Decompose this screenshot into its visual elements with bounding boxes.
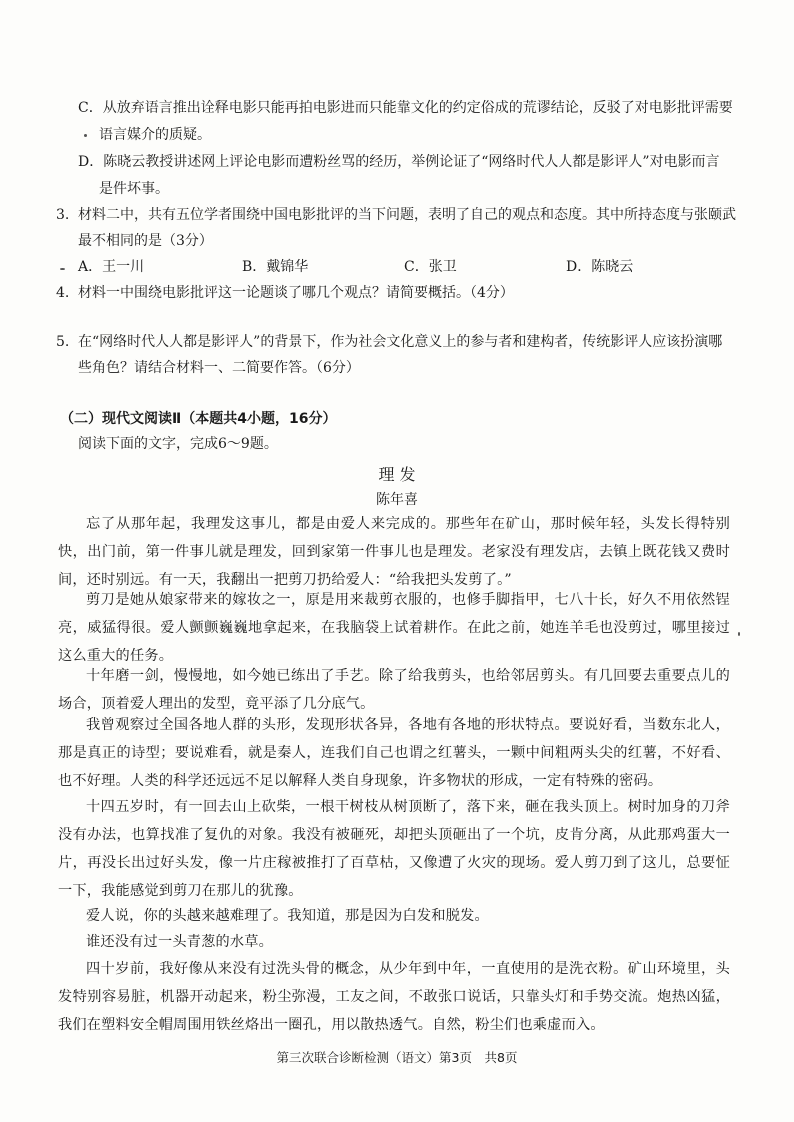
q3-stem-line2: 最不相同的是（3分） (78, 233, 213, 249)
q2-option-d-line2: 是件坏事。 (99, 181, 169, 197)
scan-speck (84, 134, 87, 137)
q4-stem: 材料一中围绕电影批评这一论题谈了哪几个观点？请简要概括。（4分） (78, 285, 514, 301)
article-paragraph: 我曾观察过全国各地人群的头形，发现形状各异，各地有各地的形状特点。要说好看，当数东北人，那是真正的诗型；要说难看，就是秦人，连我们自己也谓之红薯头，一颗中间粗两头尖的红薯，不好看、也不好理。人类的科学还远远不足以解释人类自身现象，许多物状的形成，一定有特殊的密码。 (58, 717, 730, 789)
q3-option-b: B．戴锦华 (242, 259, 309, 275)
article-paragraph: 爱人说，你的头越来越难理了。我知道，那是因为白发和脱发。 (86, 908, 489, 924)
scan-speck (738, 632, 740, 636)
article-paragraph: 忘了从那年起，我理发这事儿，都是由爱人来完成的。那些年在矿山，那时候年轻，头发长得特别快，出门前，第一件事儿就是理发，回到家第一件事儿也是理发。老家没有理发店，去镇上既花钱又费时间，还时别远。有一天，我翻出一把剪刀扔给爱人：“给我把头发剪了。” (58, 516, 730, 588)
section-instruction: 阅读下面的文字，完成6～9题。 (78, 436, 278, 452)
q2-option-c-line1: C．从放弃语言推出诠释电影只能再拍电影进而只能靠文化的约定俗成的荒谬结论，反驳了对电影批评需要 (78, 100, 733, 116)
section-heading: （二）现代文阅读Ⅱ（本题共4小题，16分） (60, 411, 337, 427)
article-paragraph: 十四五岁时，有一回去山上砍柴，一根干树枝从树顶断了，落下来，砸在我头顶上。树时加身的刀斧没有办法，也算找准了复仇的对象。我没有被砸死，却把头顶砸出了一个坑，皮肯分离，从此那鸡蛋大一片，再没长出过好头发，像一片庄稼被推打了百草枯，又像遭了火灾的现场。爱人剪刀到了这儿，总要怔一下，我能感觉到剪刀在那儿的犹豫。 (58, 799, 730, 899)
q5-stem-line2: 些角色？请结合材料一、二简要作答。（6分） (78, 360, 360, 376)
q3-options (78, 258, 698, 276)
q2-option-d-line1: D．陈晓云教授讲述网上评论电影而遭粉丝骂的经历，举例论证了“网络时代人人都是影评人”对电影而言 (78, 154, 720, 170)
q5-stem-line1: 在“网络时代人人都是影评人”的背景下，作为社会文化意义上的参与者和建构者，传统影评人应该扮演哪 (78, 334, 723, 350)
article-paragraph: 十年磨一剑，慢慢地，如今她已练出了手艺。除了给我剪头，也给邻居剪头。有几回要去重要点儿的场合，顶着爱人理出的发型，竟平添了几分底气。 (58, 668, 730, 712)
article-title: 理 发 (378, 465, 416, 484)
page-footer: 第三次联合诊断检测（语文）第3页 共8页 (276, 1050, 518, 1065)
q3-stem-line1: 材料二中，共有五位学者围绕中国电影批评的当下问题，表明了自己的观点和态度。其中所持态度与张颐武 (78, 207, 736, 223)
q3-option-a: A．王一川 (78, 259, 145, 275)
q3-option-c: C．张卫 (404, 259, 457, 275)
article-paragraph: 剪刀是她从娘家带来的嫁妆之一，原是用来裁剪衣服的，也修手脚指甲，七八十长，好久不用依然锃亮，威猛得很。爱人颤颤巍巍地拿起来，在我脑袋上试着耕作。在此之前，她连羊毛也没剪过，哪里接过这么重大的任务。 (58, 592, 730, 664)
article-paragraph: 四十岁前，我好像从来没有过洗头骨的概念，从少年到中年，一直使用的是洗衣粉。矿山环境里，头发特别容易脏，机器开动起来，粉尘弥漫，工友之间，不敢张口说话，只靠头灯和手势交流。炮热凶猛，我们在塑料安全帽周围用铁丝烙出一圈孔，用以散热透气。自然，粉尘们也乘虚而入。 (58, 961, 730, 1033)
q5-number: 5. (56, 334, 70, 350)
q4-number: 4. (56, 285, 70, 301)
article-author: 陈年喜 (376, 492, 418, 508)
article-paragraph: 谁还没有过一头青葱的水草。 (86, 934, 274, 950)
q3-number: 3. (56, 207, 70, 223)
scan-speck (60, 268, 65, 270)
q2-option-c-line2: 语言媒介的质疑。 (99, 127, 211, 143)
q3-option-d: D．陈晓云 (566, 259, 634, 275)
